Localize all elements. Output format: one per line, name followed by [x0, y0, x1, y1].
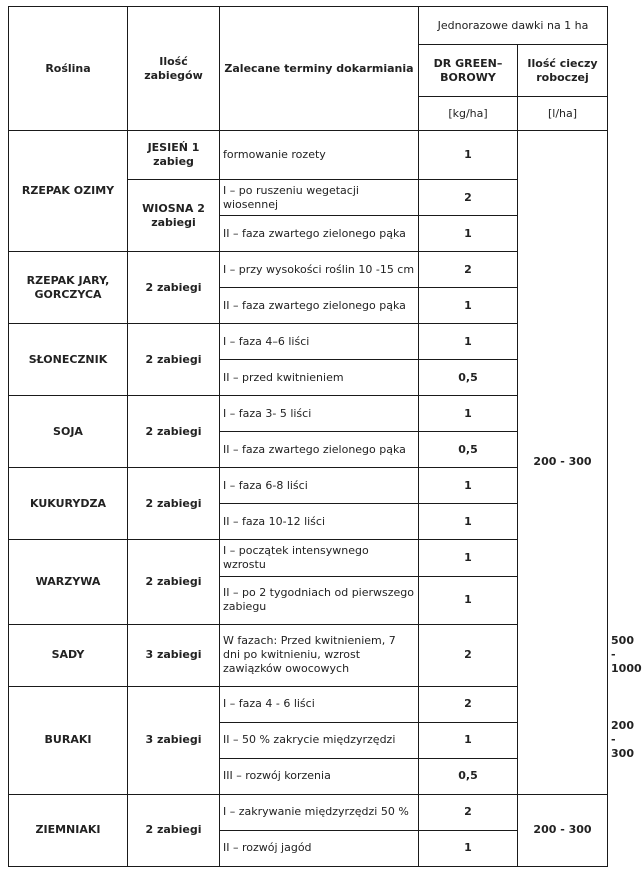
header-single-dose: Jednorazowe dawki na 1 ha	[419, 7, 608, 45]
header-unit-product: [kg/ha]	[419, 97, 518, 131]
plant-slonecznik: SŁONECZNIK	[9, 324, 128, 396]
term-warzywa-1: I – początek intensywnego wzrostu	[220, 540, 419, 576]
term-slonecznik-2: II – przed kwitnieniem	[220, 360, 419, 396]
plant-rzepak-jary: RZEPAK JARY, GORCZYCA	[9, 252, 128, 324]
dose-kukurydza-1: 1	[419, 468, 518, 504]
term-soja-2: II – faza zwartego zielonego pąka	[220, 432, 419, 468]
count-ziemniaki: 2 zabiegi	[128, 794, 220, 866]
dose-warzywa-2: 1	[419, 576, 518, 624]
dose-ziemniaki-2: 1	[419, 830, 518, 866]
dose-rzepak-jary-2: 1	[419, 288, 518, 324]
dose-slonecznik-2: 0,5	[419, 360, 518, 396]
count-spring: WIOSNA 2 zabiegi	[128, 180, 220, 252]
term-buraki-3: III – rozwój korzenia	[220, 758, 419, 794]
count-sady: 3 zabiegi	[128, 624, 220, 686]
count-slonecznik: 2 zabiegi	[128, 324, 220, 396]
dose-slonecznik-1: 1	[419, 324, 518, 360]
plant-warzywa: WARZYWA	[9, 540, 128, 624]
dose-buraki-1: 2	[419, 686, 518, 722]
count-kukurydza: 2 zabiegi	[128, 468, 220, 540]
dosage-table	[8, 6, 642, 867]
plant-sady: SADY	[9, 624, 128, 686]
liquid-ziemniaki: 200 - 300	[518, 794, 608, 866]
table-row	[9, 131, 608, 180]
dose-buraki-2: 1	[419, 722, 518, 758]
plant-soja: SOJA	[9, 396, 128, 468]
plant-kukurydza: KUKURYDZA	[9, 468, 128, 540]
dose-soja-1: 1	[419, 396, 518, 432]
header-unit-liquid: [l/ha]	[518, 97, 608, 131]
header-liquid: Ilość cieczy roboczej	[518, 45, 608, 97]
count-autumn: JESIEŃ 1 zabieg	[128, 131, 220, 180]
liquid-group-1: 200 - 300	[518, 131, 608, 795]
count-warzywa: 2 zabiegi	[128, 540, 220, 624]
term-sady: W fazach: Przed kwitnieniem, 7 dni po kwitnieniu, wzrost zawiązków owocowych	[220, 624, 419, 686]
plant-ziemniaki: ZIEMNIAKI	[9, 794, 128, 866]
count-buraki: 3 zabiegi	[128, 686, 220, 794]
count-rzepak-jary: 2 zabiegi	[128, 252, 220, 324]
term-rzepak-jary-2: II – faza zwartego zielonego pąka	[220, 288, 419, 324]
term-ziemniaki-2: II – rozwój jagód	[220, 830, 419, 866]
term-slonecznik-1: I – faza 4–6 liści	[220, 324, 419, 360]
header-plant: Roślina	[9, 7, 128, 131]
header-row-1	[9, 7, 608, 45]
term-ziemniaki-1: I – zakrywanie międzyrzędzi 50 %	[220, 794, 419, 830]
term-kukurydza-1: I – faza 6-8 liści	[220, 468, 419, 504]
plant-buraki: BURAKI	[9, 686, 128, 794]
term-rzepak-jary-1: I – przy wysokości roślin 10 -15 cm	[220, 252, 419, 288]
header-terms: Zalecane terminy dokarmiania	[220, 7, 419, 131]
term-spring-1: I – po ruszeniu wegetacji wiosennej	[220, 180, 419, 216]
dose-rzepak-jary-1: 2	[419, 252, 518, 288]
dose-spring-1: 2	[419, 180, 518, 216]
dose-warzywa-1: 1	[419, 540, 518, 576]
table-row	[9, 794, 608, 830]
dose-sady: 2	[419, 624, 518, 686]
term-buraki-2: II – 50 % zakrycie międzyrzędzi	[220, 722, 419, 758]
dose-ziemniaki-1: 2	[419, 794, 518, 830]
header-treatments: Ilość zabiegów	[128, 7, 220, 131]
table-row: BURAKI 3 zabiegi I – faza 4 - 6 liści 2 200 - 300	[9, 686, 608, 722]
dose-kukurydza-2: 1	[419, 504, 518, 540]
term-spring-2: II – faza zwartego zielonego pąka	[220, 216, 419, 252]
header-product: DR GREEN–BOROWY	[419, 45, 518, 97]
dose-soja-2: 0,5	[419, 432, 518, 468]
dose-autumn: 1	[419, 131, 518, 180]
term-autumn: formowanie rozety	[220, 131, 419, 180]
table-row: SADY 3 zabiegi W fazach: Przed kwitnieniem, 7 dni po kwitnieniu, wzrost zawiązków owocowych 2 500 - 1000	[9, 624, 608, 686]
term-buraki-1: I – faza 4 - 6 liści	[220, 686, 419, 722]
term-kukurydza-2: II – faza 10-12 liści	[220, 504, 419, 540]
dose-buraki-3: 0,5	[419, 758, 518, 794]
count-soja: 2 zabiegi	[128, 396, 220, 468]
dose-spring-2: 1	[419, 216, 518, 252]
term-warzywa-2: II – po 2 tygodniach od pierwszego zabiegu	[220, 576, 419, 624]
plant-rzepak-ozimy: RZEPAK OZIMY	[9, 131, 128, 252]
term-soja-1: I – faza 3- 5 liści	[220, 396, 419, 432]
